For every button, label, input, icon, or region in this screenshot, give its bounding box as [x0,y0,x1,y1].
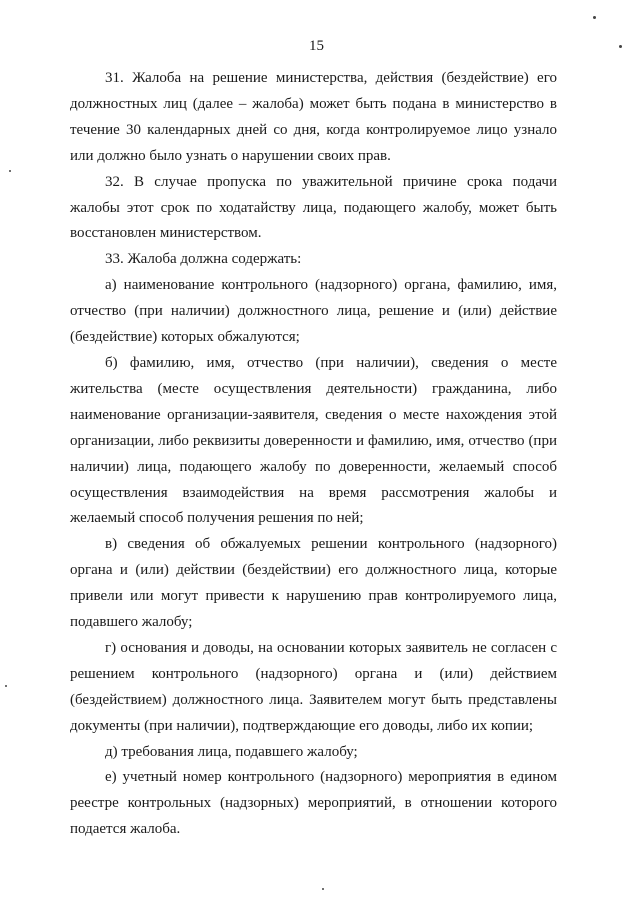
list-item-d: д) требования лица, подавшего жалобу; [105,743,358,760]
paragraph-31: 31. Жалоба на решение министерства, действия (бездействие) его должностных лиц (далее – жалоба) может быть подана в министерство в течение 30 календарных дней со дня, когда контролируемое лицо узнало или должно было узнать о нарушении своих прав. [70,70,557,164]
list-item-v: в) сведения об обжалуемых решении контрольного (надзорного) органа и (или) действии (бездействии) его должностного лица, которые привели или могут привести к нарушению прав контролируемого лица, подавшего жалобу; [70,536,557,631]
paragraph-33: 33. Жалоба должна содержать: [105,251,302,268]
paragraph-32: 32. В случае пропуска по уважительной причине срока подачи жалобы этот срок по ходатайству лица, подающего жалобу, может быть восстановлен министерством. [70,173,557,242]
scan-speck [619,45,622,48]
scan-speck [322,888,324,890]
list-item-b: б) фамилию, имя, отчество (при наличии), сведения о месте жительства (месте осуществления деятельности) гражданина, либо наименование организации-заявителя, сведения о месте нахождения этой организации, либо реквизиты доверенности и фамилию, имя, отчество (при наличии) лица, подающего жалобу по доверенности, желаемый способ осуществления взаимодействия на время рассмотрения жалобы и желаемый способ получения решения по ней; [70,354,557,527]
list-item-e: е) учетный номер контрольного (надзорного) мероприятия в едином реестре контрольных (надзорных) мероприятий, в отношении которого подается жалоба. [70,769,557,838]
page-number: 15 [309,38,324,54]
list-item-g: г) основания и доводы, на основании которых заявитель не согласен с решением контрольного (надзорного) органа и (или) действием (бездействием) должностного лица. Заявителем могут быть представлены документы (при наличии), подтверждающие его доводы, либо их копии; [70,639,557,734]
scan-speck [593,16,596,19]
scan-speck [5,685,7,687]
list-item-a: а) наименование контрольного (надзорного) органа, фамилию, имя, отчество (при наличии) должностного лица, решение и (или) действие (бездействие) которых обжалуются; [70,277,557,346]
scan-speck [9,170,11,172]
document-body [70,66,557,843]
